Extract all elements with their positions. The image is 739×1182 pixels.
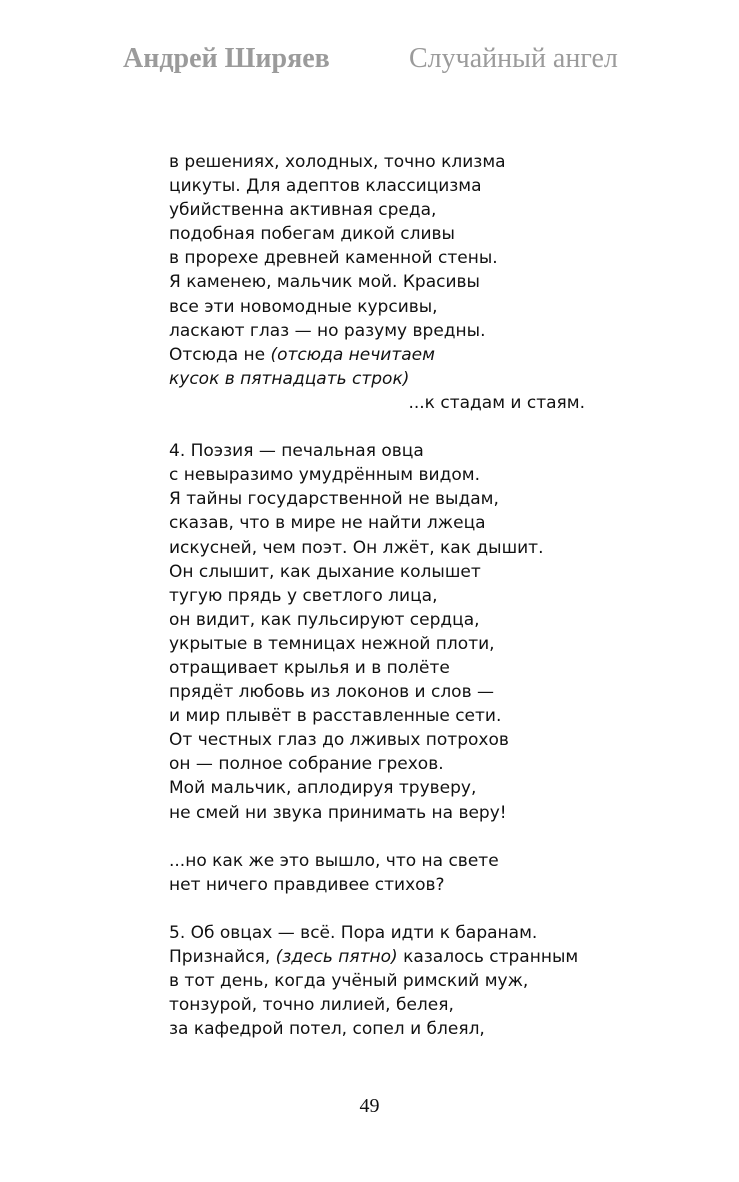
poem-line: сказав, что в мире не найти лжеца [169,513,486,534]
running-header [0,42,739,78]
poem-line-italic: кусок в пятнадцать строк) [169,368,410,389]
poem-line: за кафедрой потел, сопел и блеял, [169,1019,485,1040]
poem-line-ellipsis: ...к стадам и стаям. [408,392,585,413]
poem-line [169,945,609,969]
poem-line: с невыразимо умудрённым видом. [169,465,480,486]
poem-line: Я каменею, мальчик мой. Красивы [169,272,480,293]
poem-line: в прорехе древней каменной стены. [169,248,498,269]
poem-line: тонзурой, точно лилией, белея, [169,995,454,1016]
poem-line: 4. Поэзия — печальная овца [169,441,424,462]
poem-line: он — полное собрание грехов. [169,754,444,775]
poem-line: ласкают глаз — но разуму вредны. [169,320,486,341]
poem-line: и мир плывёт в расставленные сети. [169,706,502,727]
poem-line: ...но как же это вышло, что на свете [169,850,499,871]
stanza-break [169,897,609,921]
page-number: 49 [359,1095,380,1117]
poem-line: все эти новомодные курсивы, [169,296,438,317]
poem-line-italic: (отсюда нечитаем [270,344,435,365]
stanza-break [169,415,609,439]
poem-line-text: Признайся, [169,947,276,968]
poem-line: он видит, как пульсируют сердца, [169,609,480,630]
poem-line: От честных глаз до лживых потрохов [169,730,509,751]
poem-line: убийственна активная среда, [169,200,437,221]
poem-line: нет ничего правдивее стихов? [169,874,445,895]
poem-text [169,150,609,1041]
poem-line: подобная побегам дикой сливы [169,224,455,245]
poem-line [169,343,609,367]
poem-line: не смей ни звука принимать на веру! [169,802,507,823]
poem-line: прядёт любовь из локонов и слов — [169,682,495,703]
poem-line: тугую прядь у светлого лица, [169,585,438,606]
header-author: Андрей Ширяев [123,43,330,74]
header-book-title: Случайный ангел [409,43,618,74]
poem-line-text: казалось странным [397,947,579,968]
poem-line: укрытые в темницах нежной плоти, [169,633,495,654]
poem-line: искусней, чем поэт. Он лжёт, как дышит. [169,537,544,558]
poem-line: цикуты. Для адептов классицизма [169,176,482,197]
poem-line: Мой мальчик, аплодируя труверу, [169,778,477,799]
poem-line: Он слышит, как дыхание колышет [169,561,481,582]
poem-line-text: Отсюда не [169,344,271,365]
stanza-break [169,825,609,849]
poem-line: 5. Об овцах — всё. Пора идти к баранам. [169,923,538,943]
poem-line: Я тайны государственной не выдам, [169,489,499,510]
poem-line: отращивает крылья и в полёте [169,657,450,678]
poem-line-italic: (здесь пятно) [275,947,398,968]
poem-line: в тот день, когда учёный римский муж, [169,971,529,992]
poem-line: в решениях, холодных, точно клизма [169,152,506,172]
